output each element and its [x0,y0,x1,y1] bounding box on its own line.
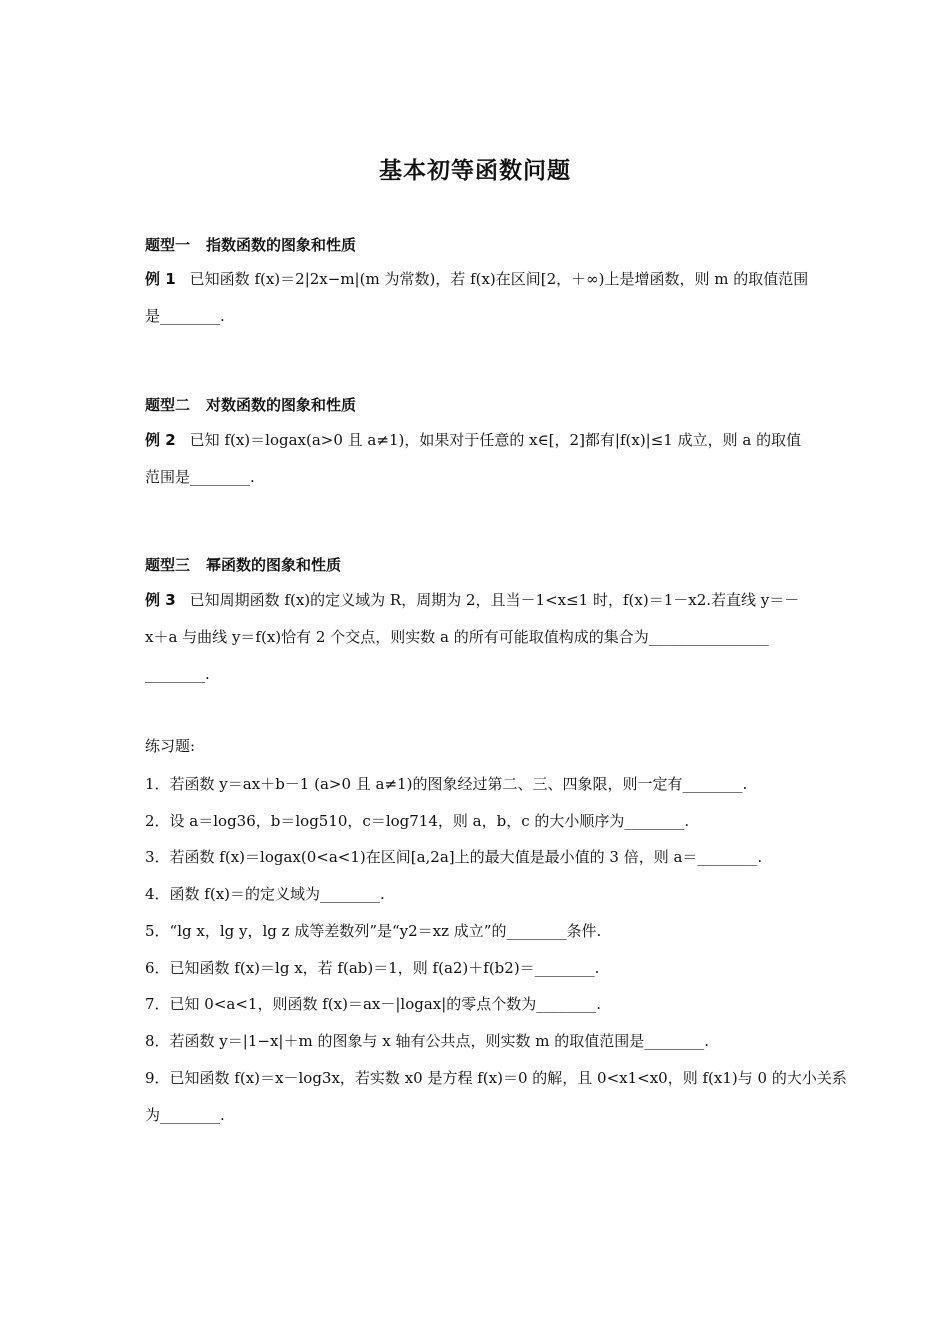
exercise-item-6: 6．已知函数 f(x)＝lg x，若 f(ab)＝1，则 f(a2)＋f(b2)＝________. [145,959,600,977]
example-1-line-2: 是________. [145,307,225,325]
exercise-item-9-cont: 为________. [145,1106,225,1124]
exercise-item-8: 8．若函数 y＝|1−x|＋m 的图象与 x 轴有公共点，则实数 m 的取值范围是________. [145,1032,709,1050]
example-label: 例 3 [145,591,176,609]
exercise-item-9: 9．已知函数 f(x)＝x－log3x，若实数 x0 是方程 f(x)＝0 的解，且 0<x1<x0，则 f(x1)与 0 的大小关系 [145,1069,847,1087]
example-text: 已知 f(x)＝logax(a>0 且 a≠1)，如果对于任意的 x∈[，2]都有|f(x)|≤1 成立，则 a 的取值 [189,431,802,449]
page-title: 基本初等函数问题 [379,158,571,184]
exercise-item-1: 1．若函数 y＝ax＋b－1 (a>0 且 a≠1)的图象经过第二、三、四象限，则一定有________. [145,775,748,793]
section-number: 题型二 [145,396,191,414]
exercise-item-5: 5．“lg x，lg y，lg z 成等差数列”是“y2＝xz 成立”的________条件. [145,922,602,940]
section-number: 题型三 [145,556,191,574]
exercise-heading: 练习题: [145,737,196,755]
example-1-line-1 [145,268,810,290]
exercise-item-7: 7．已知 0<a<1，则函数 f(x)＝ax－|logax|的零点个数为________. [145,995,602,1013]
example-3-line-2: x＋a 与曲线 y＝f(x)恰有 2 个交点，则实数 a 的所有可能取值构成的集合为________________ [145,628,769,646]
section-heading-1 [145,234,356,255]
example-text: 已知周期函数 f(x)的定义域为 R，周期为 2，且当－1<x≤1 时，f(x)＝1－x2.若直线 y＝－ [189,591,800,609]
example-3-line-1 [145,589,810,611]
section-heading-2 [145,394,356,415]
example-2-line-1 [145,429,810,451]
example-label: 例 1 [145,270,176,288]
exercise-item-2: 2．设 a＝log36，b＝log510，c＝log714，则 a，b，c 的大小顺序为________. [145,812,690,830]
section-number: 题型一 [145,236,191,254]
section-title: 幂函数的图象和性质 [206,556,342,574]
example-text: 已知函数 f(x)＝2|2x−m|(m 为常数)，若 f(x)在区间[2，＋∞)上是增函数，则 m 的取值范围 [189,270,809,288]
exercise-item-4: 4．函数 f(x)＝的定义域为________. [145,885,385,903]
exercise-item-3: 3．若函数 f(x)＝logax(0<a<1)在区间[a,2a]上的最大值是最小值的 3 倍，则 a＝________. [145,848,763,866]
example-3-line-3: ________. [145,665,210,683]
section-title: 指数函数的图象和性质 [206,236,357,254]
section-heading-3 [145,554,341,575]
section-title: 对数函数的图象和性质 [206,396,357,414]
example-2-line-2: 范围是________. [145,468,255,486]
example-label: 例 2 [145,431,176,449]
